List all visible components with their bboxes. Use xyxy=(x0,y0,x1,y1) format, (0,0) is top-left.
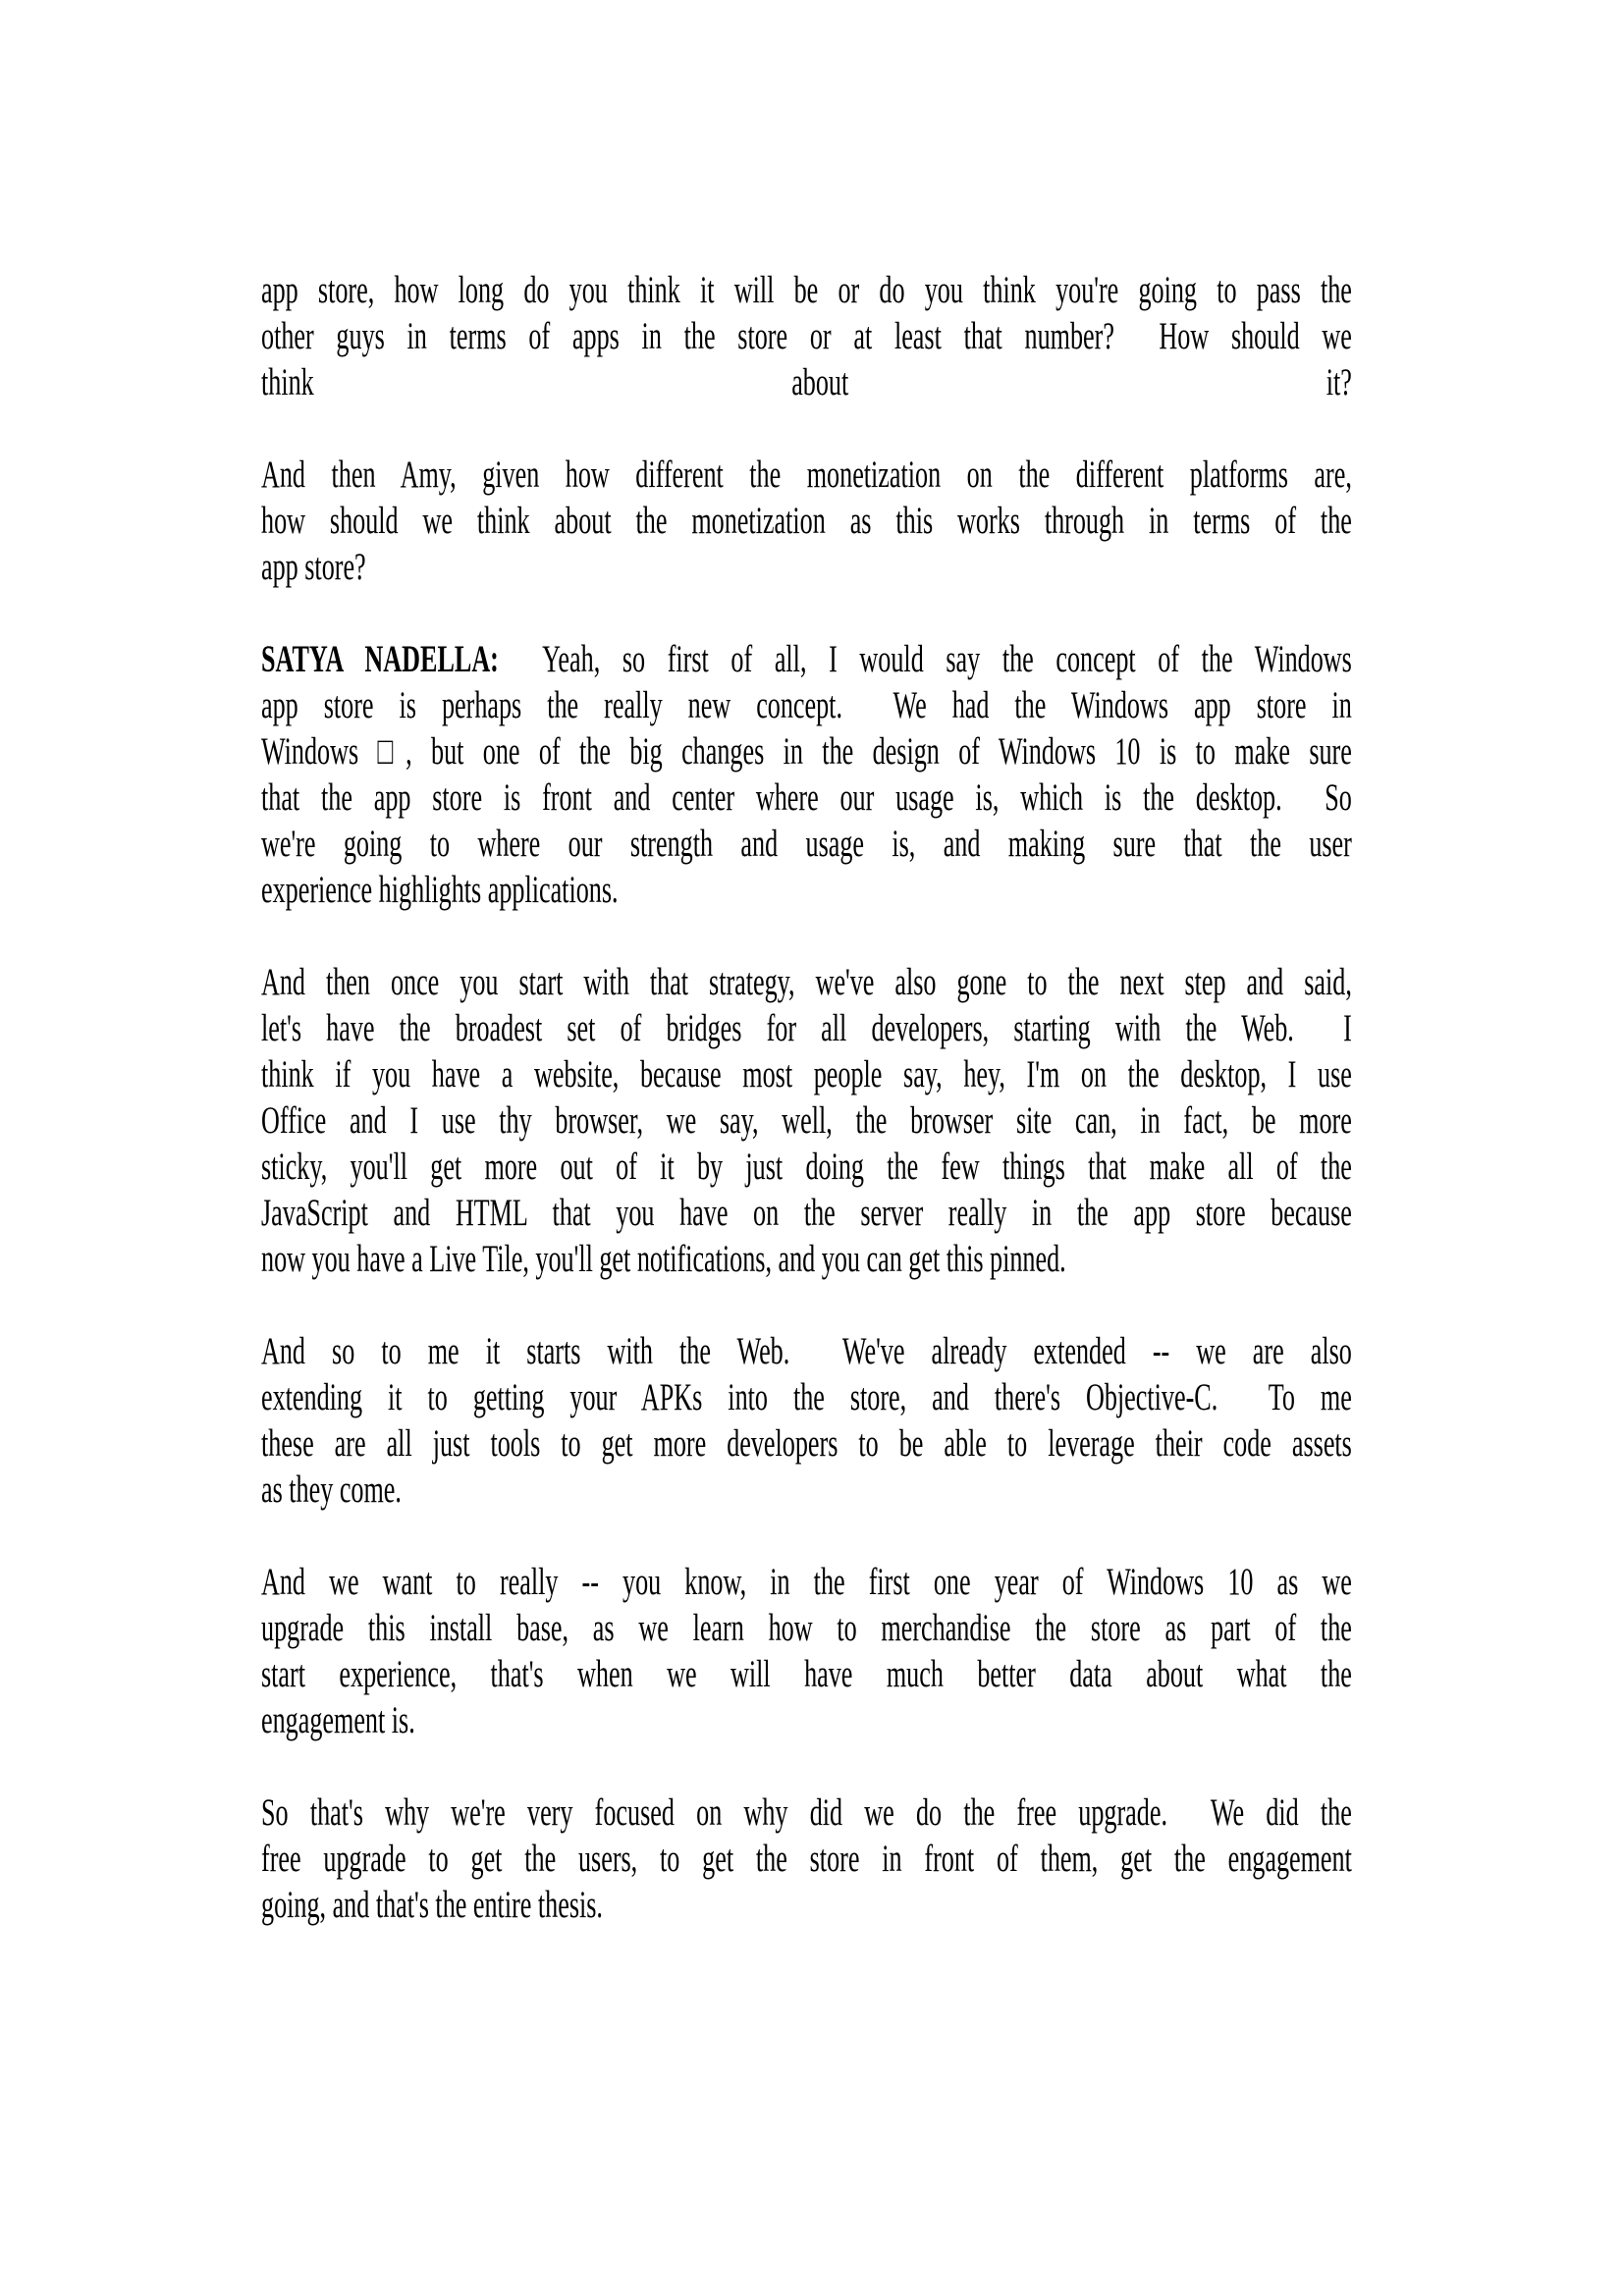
paragraph-4 xyxy=(261,959,1352,1282)
text-line: And so to me it starts with the Web. We've already extended -- we are also xyxy=(261,1330,1352,1372)
text-line: So that's why we're very focused on why did we do the free upgrade. We did the xyxy=(261,1791,1352,1834)
text-line xyxy=(261,636,1352,682)
text-line: And then Amy, given how different the monetization on the different platforms are, xyxy=(261,454,1352,496)
text-line: think about it? xyxy=(261,361,1352,403)
text-line: app store is perhaps the really new concept. We had the Windows app store in xyxy=(261,684,1352,726)
text-line: how should we think about the monetization as this works through in terms of the xyxy=(261,500,1352,542)
text-line: Office and I use thy browser, we say, well, the browser site can, in fact, be more xyxy=(261,1099,1352,1142)
text-line: engagement is. xyxy=(261,1699,415,1741)
text-run: Yeah, so first of all, I would say the concept of the Windows xyxy=(498,638,1352,680)
text-line: that the app store is front and center where our usage is, which is the desktop. So xyxy=(261,776,1352,819)
paragraph-3 xyxy=(261,636,1352,913)
text-line: JavaScript and HTML that you have on the server really in the app store because xyxy=(261,1192,1352,1234)
speaker-name: SATYA NADELLA: xyxy=(261,638,499,680)
text-line: app store, how long do you think it will be or do you think you're going to pass the xyxy=(261,269,1352,311)
paragraph-1 xyxy=(261,267,1352,405)
text-line: these are all just tools to get more developers to be able to leverage their code assets xyxy=(261,1422,1352,1465)
text-line: And we want to really -- you know, in the first one year of Windows 10 as we xyxy=(261,1561,1352,1603)
text-line: think if you have a website, because most people say, hey, I'm on the desktop, I use xyxy=(261,1053,1352,1095)
text-line: And then once you start with that strategy, we've also gone to the next step and said, xyxy=(261,961,1352,1003)
text-line: let's have the broadest set of bridges for all developers, starting with the Web. I xyxy=(261,1007,1352,1049)
text-line: free upgrade to get the users, to get the store in front of them, get the engagement xyxy=(261,1838,1352,1880)
text-line: app store? xyxy=(261,546,366,588)
text-line: other guys in terms of apps in the store or at least that number? How should we xyxy=(261,315,1352,357)
text-line: extending it to getting your APKs into the store, and there's Objective-C. To me xyxy=(261,1376,1352,1418)
text-line: we're going to where our strength and usage is, and making sure that the user xyxy=(261,823,1352,865)
paragraph-6 xyxy=(261,1559,1352,1743)
text-line: experience highlights applications. xyxy=(261,869,619,911)
text-line: now you have a Live Tile, you'll get notifications, and you can get this pinned. xyxy=(261,1238,1066,1280)
text-line: sticky, you'll get more out of it by just doing the few things that make all of the xyxy=(261,1146,1352,1188)
paragraph-5 xyxy=(261,1328,1352,1513)
text-line: going, and that's the entire thesis. xyxy=(261,1884,603,1926)
paragraph-2 xyxy=(261,452,1352,590)
text-line: as they come. xyxy=(261,1468,402,1511)
page-content xyxy=(261,267,1352,1974)
text-line: start experience, that's when we will have much better data about what the xyxy=(261,1653,1352,1695)
text-line: upgrade this install base, as we learn how to merchandise the store as part of the xyxy=(261,1607,1352,1649)
paragraph-7 xyxy=(261,1789,1352,1928)
text-line: Windows □, but one of the big changes in the design of Windows 10 is to make sure xyxy=(261,730,1352,773)
